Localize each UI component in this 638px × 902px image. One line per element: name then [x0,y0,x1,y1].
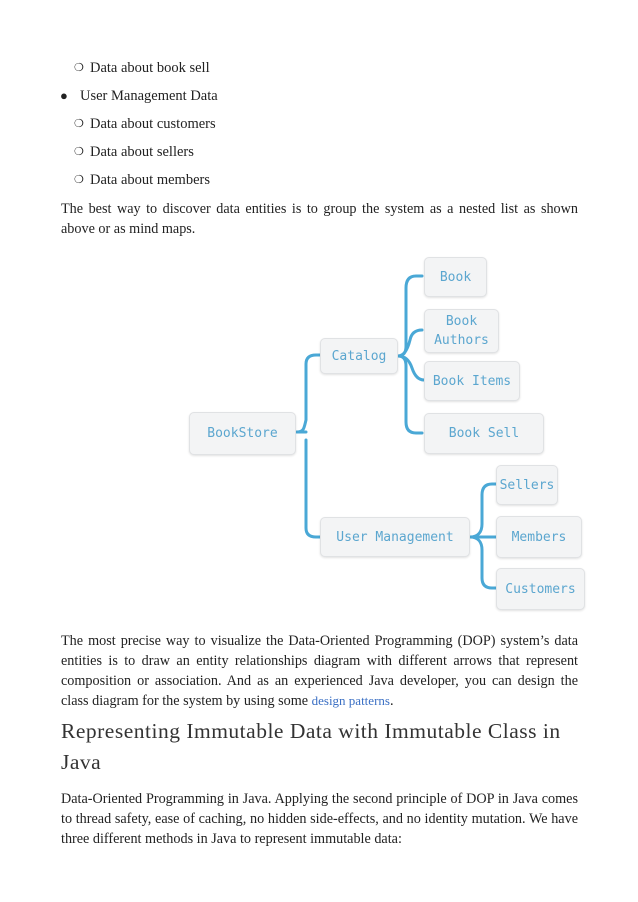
paragraph-text: The most precise way to visualize the Data-Oriented Programming (DOP) system’s data entities is to draw an entity relationships diagram with different arrows that represent composition or association. And as an experienced Java developer, you can design the class diagram for the system by using some [61,633,578,709]
mind-map-node-book: Book [424,257,487,297]
mind-map-node-catalog: Catalog [320,338,398,374]
hollow-circle-bullet-icon: ❍ [74,174,84,186]
list-item-text: User Management Data [80,88,218,104]
paragraph-visualize-entities [61,631,578,711]
paragraph-end: . [389,693,394,709]
section-heading: Representing Immutable Data with Immutable Class in Java [61,719,561,774]
list-item-text: Data about members [90,172,210,188]
hollow-circle-bullet-icon: ❍ [74,62,84,74]
hollow-circle-bullet-icon: ❍ [74,146,84,158]
mind-map-node-customers: Customers [496,568,585,610]
design-patterns-link[interactable]: design patterns [311,693,390,708]
hollow-circle-bullet-icon: ❍ [74,118,84,130]
mind-map-node-user-management: User Management [320,517,470,557]
node-label-line: Book [445,314,478,329]
node-label-line: Authors [434,333,489,348]
paragraph-dop-java: Data-Oriented Programming in Java. Applying the second principle of DOP in Java comes to thread safety, ease of caching, no hidden side-effects, and no identity mutation. We have three different methods in Java to represent immutable data: [61,791,578,847]
list-item-text: Data about book sell [90,60,210,76]
mind-map-node-members: Members [496,516,582,558]
solid-circle-bullet-icon: ● [60,88,68,103]
list-item-text: Data about customers [90,116,216,132]
mind-map-node-bookstore: BookStore [189,412,296,455]
paragraph-discover-entities: The best way to discover data entities is to group the system as a nested list as shown above or as mind maps. [61,201,578,237]
mind-map-node-book-items: Book Items [424,361,520,401]
mind-map-node-sellers: Sellers [496,465,558,505]
list-item-text: Data about sellers [90,144,194,160]
mind-map-node-book-sell: Book Sell [424,413,544,454]
mind-map-node-book-authors [424,309,499,353]
